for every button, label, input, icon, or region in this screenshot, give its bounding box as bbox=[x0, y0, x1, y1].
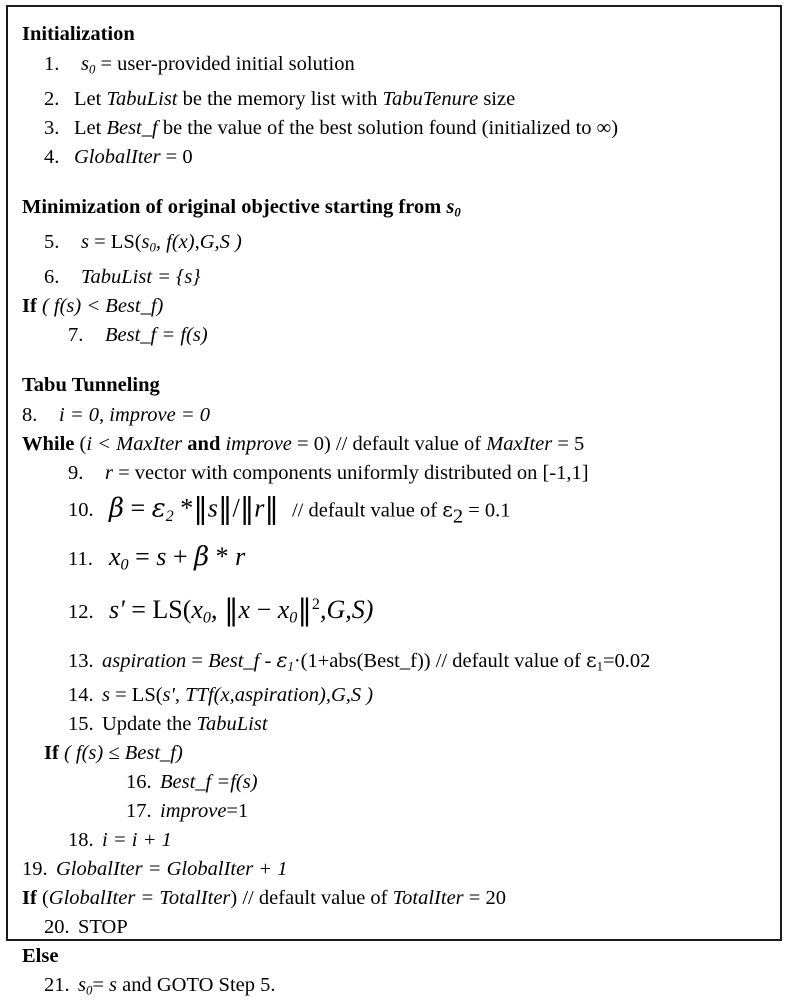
if-keyword-3: If bbox=[22, 887, 37, 910]
section-heading-initialization: Initialization bbox=[22, 23, 135, 45]
step-18-number: 18. bbox=[68, 829, 94, 852]
while-condition-a: i < MaxIter bbox=[86, 432, 183, 455]
step-21-equals: = bbox=[92, 974, 110, 997]
step-14-arg2: TTf(x,aspiration) bbox=[185, 684, 326, 707]
step-14-arg1: s' bbox=[162, 684, 175, 707]
step-10-slash: / bbox=[232, 493, 240, 523]
step-10-equals: = bbox=[124, 493, 152, 523]
step-11-rhs-r: r bbox=[235, 541, 246, 571]
step-10-norm-s-close: ‖ bbox=[217, 490, 233, 525]
step-12-norm-close: ‖ bbox=[297, 592, 312, 627]
pseudocode-content bbox=[8, 7, 780, 1006]
step-12-norm-open: ‖ bbox=[223, 592, 239, 627]
step-6-tabulist: TabuList bbox=[81, 265, 153, 288]
step-4-globaliter: GlobalIter bbox=[74, 145, 161, 168]
step-12-norm-x: x bbox=[238, 595, 251, 625]
step-12-arg1-sub: 0 bbox=[202, 609, 211, 627]
step-12-norm-x0-sub: 0 bbox=[289, 609, 298, 627]
step-10-norm-r-open: ‖ bbox=[239, 490, 255, 525]
step-4-tail: = 0 bbox=[160, 145, 193, 168]
while-open-paren: ( bbox=[74, 432, 87, 455]
step-13-best: Best_f bbox=[208, 649, 260, 672]
section-gap-1 bbox=[22, 172, 770, 192]
step-12-comma: , bbox=[210, 595, 224, 625]
step-5-lhs: s bbox=[81, 231, 89, 254]
if-keyword-1: If bbox=[22, 294, 37, 317]
step-18 bbox=[22, 826, 770, 855]
step-6-tail: = {s} bbox=[152, 265, 201, 288]
step-10-comment-epsilon: ε bbox=[442, 497, 453, 522]
step-3-lead: Let bbox=[74, 116, 107, 139]
step-11-plus: + bbox=[166, 541, 195, 571]
step-19 bbox=[22, 855, 770, 884]
step-10-number: 10. bbox=[68, 499, 94, 522]
step-5-arg2: , f(x),G,S ) bbox=[155, 231, 242, 254]
step-17-number: 17. bbox=[126, 800, 152, 823]
step-13-comment: // default value of bbox=[430, 649, 587, 672]
step-10-epsilon: ε bbox=[151, 493, 166, 524]
step-13-lhs: aspiration bbox=[102, 649, 187, 672]
step-10-beta: β bbox=[109, 493, 125, 524]
step-14-tail: ,G,S ) bbox=[325, 684, 374, 707]
if3-condition: GlobalIter = TotalIter bbox=[48, 887, 231, 910]
step-16-lhs: Best_f bbox=[160, 771, 212, 794]
step-11-star: * bbox=[209, 541, 236, 571]
step-7-tail: = f(s) bbox=[156, 323, 208, 346]
step-16-tail: =f(s) bbox=[211, 771, 258, 794]
step-15 bbox=[22, 710, 770, 739]
step-21 bbox=[22, 971, 770, 1006]
step-6 bbox=[22, 263, 770, 292]
step-14 bbox=[22, 681, 770, 710]
while-comment-tail: = 5 bbox=[552, 432, 585, 455]
step-14-lhs: s bbox=[102, 684, 110, 707]
while-comment-var: MaxIter bbox=[486, 432, 553, 455]
step-2-mid: be the memory list with bbox=[177, 87, 383, 110]
step-9-tail: = vector with components uniformly distributed on [-1,1] bbox=[112, 461, 589, 484]
step-10 bbox=[22, 488, 770, 537]
step-14-comma: , bbox=[174, 684, 186, 707]
step-13-dot: · bbox=[293, 649, 301, 672]
step-5-number: 5. bbox=[44, 231, 60, 254]
step-1-var: s bbox=[81, 53, 89, 75]
step-13-comment-epsilon: ε bbox=[586, 647, 597, 672]
step-19-lhs: GlobalIter bbox=[56, 858, 143, 881]
step-10-epsilon-sub: 2 bbox=[165, 507, 174, 525]
step-9-var: r bbox=[105, 461, 113, 484]
if3-open-paren: ( bbox=[36, 887, 49, 910]
if3-comment-tail: = 20 bbox=[463, 887, 506, 910]
step-12-power: 2 bbox=[311, 596, 320, 614]
step-10-norm-r-var: r bbox=[254, 493, 265, 523]
step-11-beta: β bbox=[194, 541, 210, 572]
step-14-number: 14. bbox=[68, 684, 94, 707]
step-7-lhs: Best_f bbox=[105, 323, 157, 346]
step-13-minus: - bbox=[259, 649, 277, 672]
step-12-minus: − bbox=[250, 595, 278, 625]
if-condition-1: ( f(s) < Best_f) bbox=[36, 294, 164, 317]
while-statement bbox=[22, 430, 770, 459]
step-8-text: i = 0, improve = 0 bbox=[59, 403, 211, 426]
step-17-lhs: improve bbox=[160, 800, 227, 823]
step-8 bbox=[22, 401, 770, 430]
step-16 bbox=[22, 768, 770, 797]
step-6-number: 6. bbox=[44, 265, 60, 288]
step-12-fn: LS( bbox=[152, 595, 192, 625]
while-condition-b: improve bbox=[225, 432, 292, 455]
step-5-arg1-sub: 0 bbox=[149, 240, 156, 255]
step-4-number: 4. bbox=[44, 145, 60, 168]
step-13-number: 13. bbox=[68, 649, 94, 672]
if-statement-2 bbox=[22, 739, 770, 768]
step-19-number: 19. bbox=[22, 858, 48, 881]
step-10-norm-s-open: ‖ bbox=[193, 490, 208, 525]
step-15-tabulist: TabuList bbox=[196, 713, 268, 736]
step-3-number: 3. bbox=[44, 116, 60, 139]
step-20 bbox=[22, 913, 770, 942]
math-gap bbox=[22, 639, 770, 646]
step-12-equals: = bbox=[124, 595, 153, 625]
step-12-number: 12. bbox=[68, 601, 94, 624]
step-15-lead: Update the bbox=[102, 713, 197, 736]
while-comment: // default value of bbox=[330, 432, 487, 455]
step-11-lhs-sub: 0 bbox=[120, 556, 129, 574]
while-and-keyword: and bbox=[182, 432, 226, 455]
while-condition-c: = 0) bbox=[291, 432, 331, 455]
step-21-number: 21. bbox=[44, 974, 70, 997]
step-1-sub: 0 bbox=[88, 62, 96, 77]
step-4 bbox=[22, 143, 770, 172]
step-14-equals: = bbox=[109, 684, 132, 707]
step-13-epsilon-sub: 1 bbox=[287, 659, 294, 674]
if-statement-3 bbox=[22, 884, 770, 913]
step-10-comment-tail: = 0.1 bbox=[463, 499, 511, 522]
step-10-norm-r-close: ‖ bbox=[264, 490, 279, 525]
step-3-tail: be the value of the best solution found (initialized to ∞) bbox=[157, 116, 619, 139]
else-statement bbox=[22, 942, 770, 971]
if3-comment: // default value of bbox=[237, 887, 393, 910]
step-1 bbox=[22, 50, 770, 85]
section-heading-tabu-tunneling: Tabu Tunneling bbox=[22, 373, 160, 396]
step-3-bestf: Best_f bbox=[106, 116, 158, 139]
step-1-number: 1. bbox=[44, 53, 60, 75]
step-3 bbox=[22, 114, 770, 143]
while-keyword: While bbox=[22, 432, 75, 455]
step-13-expr: (1+abs(Best_f)) bbox=[300, 649, 431, 672]
step-17-tail: =1 bbox=[226, 800, 249, 823]
step-9-number: 9. bbox=[68, 461, 84, 484]
step-13-epsilon: ε bbox=[276, 647, 288, 672]
step-12-lhs: s' bbox=[109, 595, 125, 625]
step-1-text: = user-provided initial solution bbox=[95, 53, 355, 75]
step-10-comment-epsilon-sub: 2 bbox=[452, 504, 464, 527]
step-2-lead: Let bbox=[74, 87, 107, 110]
step-9 bbox=[22, 459, 770, 488]
step-7-number: 7. bbox=[68, 323, 84, 346]
section-heading-minimization bbox=[22, 192, 770, 229]
step-5-eq: = bbox=[88, 231, 111, 254]
step-13-comment-tail: =0.02 bbox=[603, 649, 651, 672]
section-gap-2 bbox=[22, 350, 770, 370]
if-keyword-2: If bbox=[44, 742, 59, 765]
step-11-equals: = bbox=[128, 541, 157, 571]
step-12-arg1: x bbox=[191, 595, 203, 625]
minimization-heading-text: Minimization of original objective starting from bbox=[22, 195, 447, 218]
step-11-number: 11. bbox=[68, 547, 93, 570]
step-13-comment-epsilon-sub: 1 bbox=[596, 659, 603, 674]
step-20-text: STOP bbox=[78, 916, 128, 939]
algorithm-pseudocode-box bbox=[6, 5, 782, 998]
step-18-text: i = i + 1 bbox=[102, 829, 172, 852]
step-10-star: * bbox=[173, 493, 194, 523]
step-12-norm-x0: x bbox=[277, 595, 290, 625]
step-11-lhs: x bbox=[109, 541, 121, 571]
step-5-arg1: s bbox=[141, 231, 150, 254]
step-13 bbox=[22, 646, 770, 682]
if3-close-paren: ) bbox=[230, 887, 238, 910]
step-17 bbox=[22, 797, 770, 826]
step-16-number: 16. bbox=[126, 771, 152, 794]
step-21-lhs: s bbox=[78, 974, 86, 997]
step-21-tail: and GOTO Step 5. bbox=[117, 974, 276, 997]
step-2-tabutenure: TabuTenure bbox=[382, 87, 479, 110]
step-21-var-s: s bbox=[109, 974, 118, 997]
step-11-rhs-s: s bbox=[156, 541, 167, 571]
step-2-tabulist: TabuList bbox=[106, 87, 178, 110]
step-14-fn: LS( bbox=[131, 684, 163, 707]
step-12 bbox=[22, 585, 770, 638]
step-12-tail: ,G,S) bbox=[319, 595, 374, 625]
step-13-equals: = bbox=[186, 649, 209, 672]
step-21-lhs-sub: 0 bbox=[85, 983, 93, 998]
step-5 bbox=[22, 228, 770, 263]
step-20-number: 20. bbox=[44, 916, 70, 939]
step-8-number: 8. bbox=[22, 403, 38, 426]
if-condition-2: ( f(s) ≤ Best_f) bbox=[58, 742, 183, 765]
step-2 bbox=[22, 85, 770, 114]
minimization-heading-var: s bbox=[446, 195, 455, 218]
step-15-number: 15. bbox=[68, 713, 94, 736]
step-11 bbox=[22, 537, 770, 586]
if-statement-1 bbox=[22, 292, 770, 321]
step-5-fn: LS( bbox=[110, 231, 142, 254]
step-7 bbox=[22, 321, 770, 350]
if3-comment-var: TotalIter bbox=[392, 887, 464, 910]
else-keyword: Else bbox=[22, 945, 59, 968]
step-2-number: 2. bbox=[44, 87, 60, 110]
step-10-comment: // default value of bbox=[291, 499, 443, 522]
step-10-norm-s-var: s bbox=[207, 493, 218, 523]
minimization-heading-sub: 0 bbox=[454, 205, 461, 220]
step-2-tail: size bbox=[478, 87, 516, 110]
step-19-tail: = GlobalIter + 1 bbox=[142, 858, 288, 881]
